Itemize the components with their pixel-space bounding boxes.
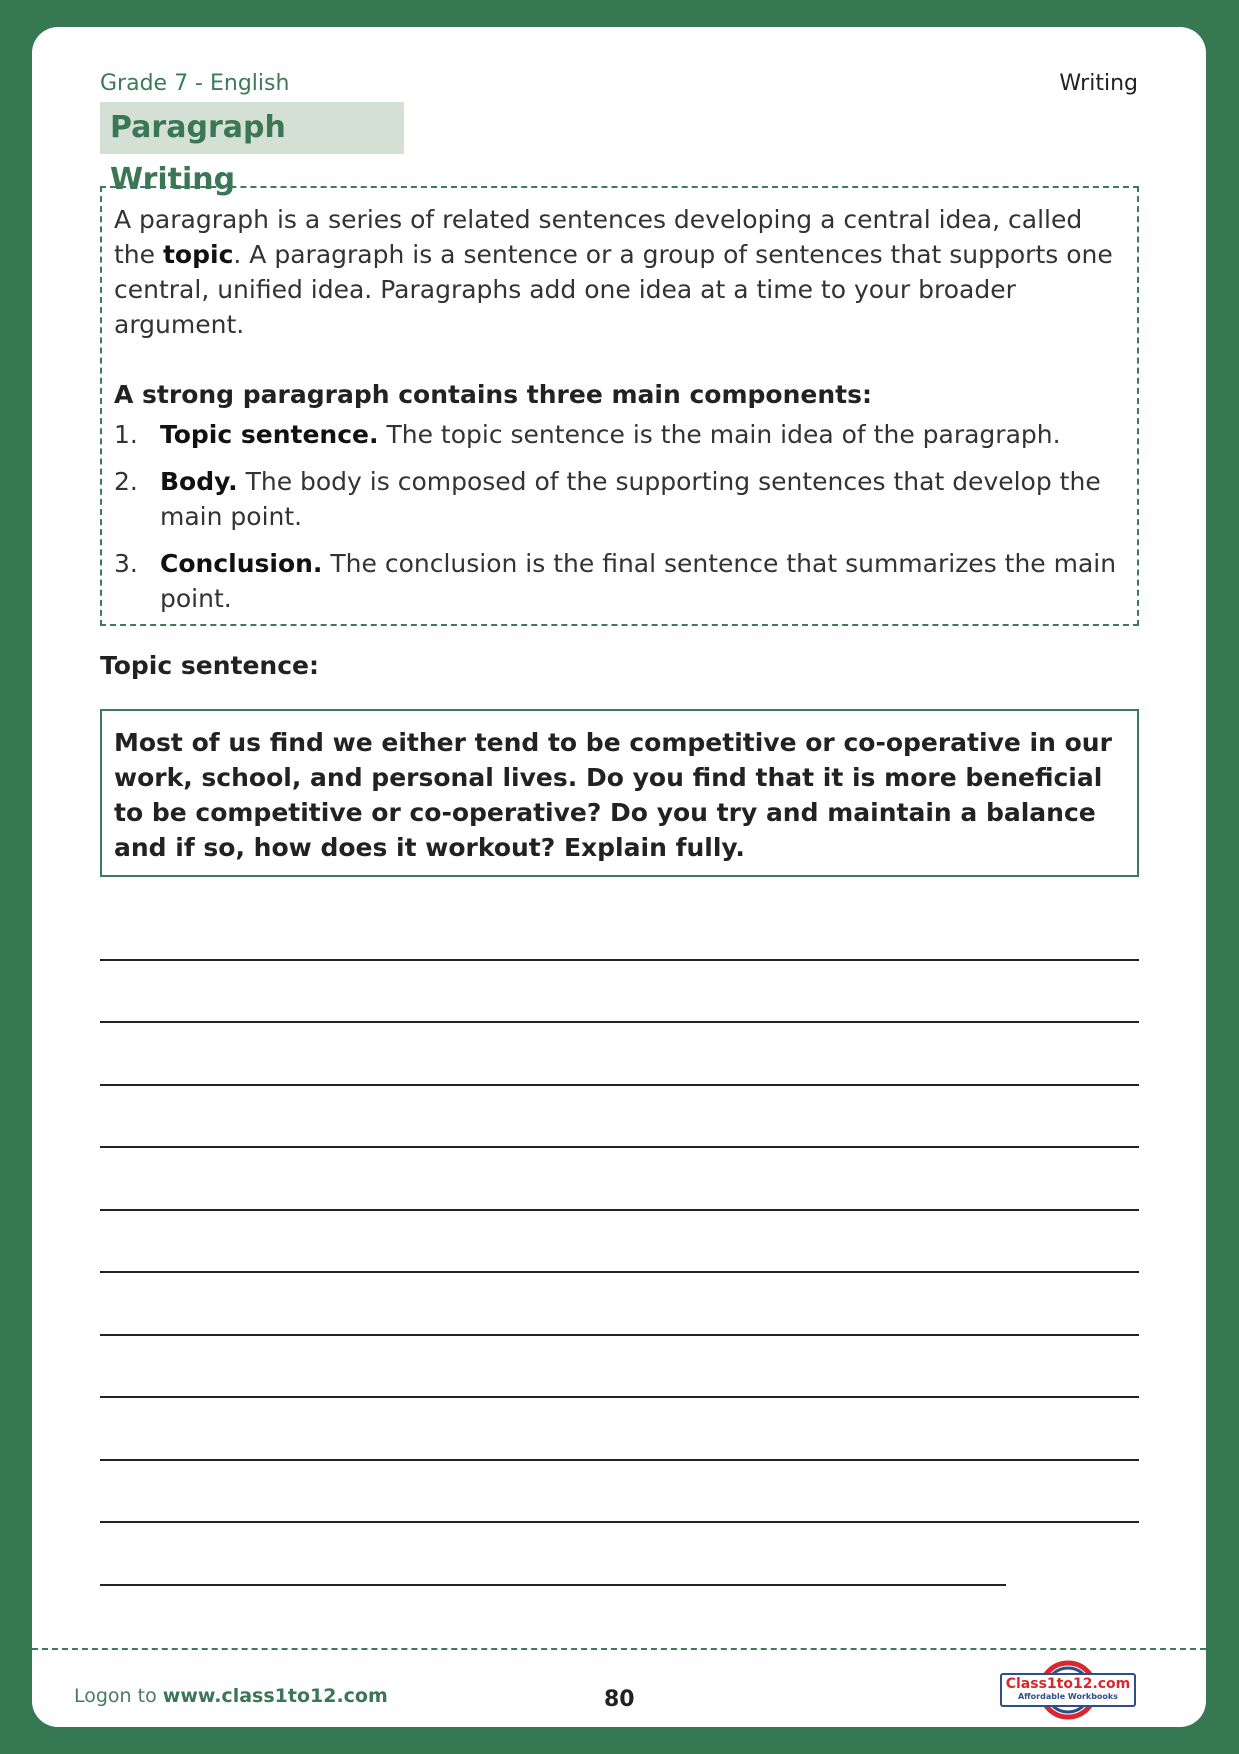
- component-text: [160, 417, 1061, 452]
- component-desc: The topic sentence is the main idea of the paragraph.: [378, 420, 1061, 449]
- logo-tagline: Affordable Workbooks: [1017, 1692, 1119, 1701]
- component-term: Body.: [160, 467, 238, 496]
- component-item: [114, 546, 1125, 616]
- page-number: 80: [604, 1687, 635, 1712]
- topic-prompt-box: Most of us find we either tend to be competitive or co-operative in our work, school, and personal lives. Do you find that it is more beneficial to be competitive or co-operative? Do you try and maintain a balance and if so, how does it workout? Explain fully.: [100, 709, 1139, 877]
- brand-logo: [1000, 1657, 1140, 1721]
- component-item: [114, 417, 1125, 452]
- component-term: Topic sentence.: [160, 420, 379, 449]
- writing-line[interactable]: [100, 1146, 1139, 1148]
- info-box: [100, 186, 1139, 626]
- writing-line[interactable]: [100, 1521, 1139, 1523]
- component-text: [160, 464, 1125, 534]
- intro-keyword: topic: [162, 240, 234, 269]
- writing-line[interactable]: [100, 959, 1139, 961]
- component-number: 3.: [114, 549, 138, 578]
- intro-text-start: A paragraph is a series of related sentences developing a central idea, called the: [114, 205, 1083, 269]
- page-title: Paragraph Writing: [100, 102, 404, 154]
- logo-name: Class1to12.com: [1005, 1676, 1131, 1692]
- writing-line[interactable]: [100, 1584, 1006, 1586]
- component-number: 1.: [114, 420, 138, 449]
- grade-subject-label: Grade 7 - English: [100, 71, 290, 96]
- intro-text-end: . A paragraph is a sentence or a group of sentences that supports one central, unified idea. Paragraphs add one idea at a time to your broader argument.: [114, 240, 1113, 339]
- components-heading: A strong paragraph contains three main components:: [114, 380, 872, 409]
- footer-logon: [74, 1685, 388, 1707]
- component-text: [160, 546, 1125, 616]
- writing-line[interactable]: [100, 1271, 1139, 1273]
- component-number: 2.: [114, 467, 138, 496]
- component-desc: The body is composed of the supporting sentences that develop the main point.: [160, 467, 1101, 531]
- writing-line[interactable]: [100, 1021, 1139, 1023]
- component-term: Conclusion.: [160, 549, 323, 578]
- topic-sentence-label: Topic sentence:: [100, 651, 320, 680]
- component-item: [114, 464, 1125, 534]
- worksheet-page: [32, 27, 1206, 1727]
- logon-prefix: Logon to: [74, 1685, 163, 1707]
- logo-box: [1000, 1673, 1136, 1707]
- writing-line[interactable]: [100, 1084, 1139, 1086]
- footer-divider: [32, 1648, 1206, 1650]
- intro-paragraph: [114, 202, 1125, 342]
- writing-line[interactable]: [100, 1396, 1139, 1398]
- section-label: Writing: [1059, 71, 1138, 96]
- component-desc: The conclusion is the final sentence that summarizes the main point.: [160, 549, 1117, 613]
- writing-line[interactable]: [100, 1209, 1139, 1211]
- website-link[interactable]: www.class1to12.com: [162, 1685, 388, 1707]
- writing-line[interactable]: [100, 1334, 1139, 1336]
- writing-line[interactable]: [100, 1459, 1139, 1461]
